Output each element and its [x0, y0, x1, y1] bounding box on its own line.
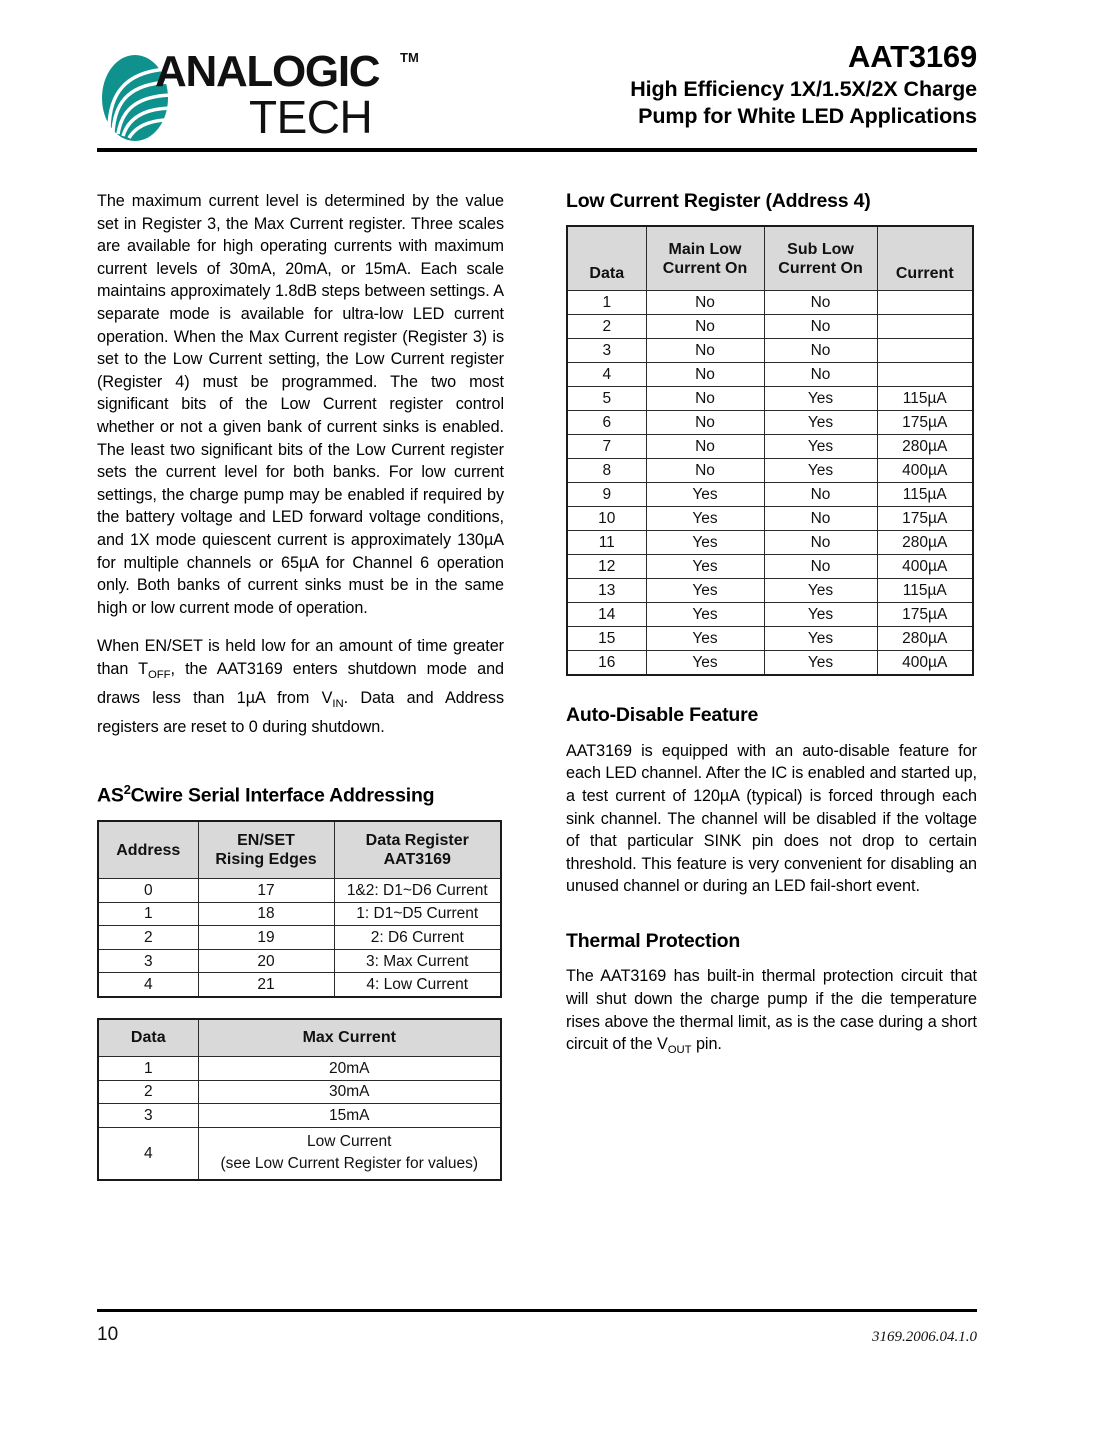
table-row — [567, 555, 973, 579]
cell-data-register: 2: D6 Current — [334, 926, 501, 950]
logo-word-tech: TECH — [249, 91, 373, 143]
cell-current: 115µA — [877, 483, 973, 507]
cell-main-low-current-on: Yes — [646, 507, 764, 531]
cell-address: 0 — [98, 879, 198, 903]
table-row — [567, 483, 973, 507]
cell-current: 400µA — [877, 555, 973, 579]
table-row — [98, 1056, 501, 1080]
cell-main-low-current-on: Yes — [646, 603, 764, 627]
paragraph-enset-shutdown — [97, 635, 504, 738]
table-row — [567, 435, 973, 459]
paragraph-enset-text2: , the AAT3169 enters shutdown mode and draws less than 1µA from V — [97, 659, 504, 707]
cell-main-low-current-on: No — [646, 411, 764, 435]
cell-sub-low-current-on: Yes — [764, 435, 877, 459]
cell-rising-edges: 17 — [198, 879, 334, 903]
cell-data: 3 — [567, 339, 646, 363]
cell-data: 13 — [567, 579, 646, 603]
cell-sub-low-current-on: No — [764, 291, 877, 315]
cell-data: 10 — [567, 507, 646, 531]
table-row — [567, 315, 973, 339]
table-row — [98, 949, 501, 973]
cell-sub-low-current-on: No — [764, 507, 877, 531]
table-row — [567, 579, 973, 603]
column-header-enset-line1: EN/SET — [237, 832, 295, 850]
cell-main-low-current-on: No — [646, 387, 764, 411]
table-row — [98, 973, 501, 997]
part-subtitle-line1: High Efficiency 1X/1.5X/2X Charge — [630, 77, 977, 102]
cell-main-low-current-on: No — [646, 459, 764, 483]
heading-auto-disable-feature: Auto-Disable Feature — [566, 704, 759, 727]
cell-data: 2 — [98, 1080, 198, 1104]
cell-rising-edges: 19 — [198, 926, 334, 950]
cell-current: 115µA — [877, 579, 973, 603]
cell-max-current: 15mA — [198, 1104, 501, 1128]
cell-main-low-current-on: Yes — [646, 483, 764, 507]
analogic-logo-wordmark — [155, 48, 430, 146]
table-row — [567, 387, 973, 411]
table-row — [567, 339, 973, 363]
cell-data: 1 — [98, 1056, 198, 1080]
paragraph-enset-text3: . Data and Address registers are reset to 0 during shutdown. — [97, 688, 504, 736]
column-header-main-line2: Current On — [662, 259, 748, 277]
cell-current — [877, 339, 973, 363]
cell-main-low-current-on: Yes — [646, 555, 764, 579]
table-max-current — [97, 1018, 502, 1181]
header-title-block — [417, 40, 977, 129]
column-header-datareg-line1: Data Register — [365, 832, 469, 850]
cell-data: 11 — [567, 531, 646, 555]
cell-rising-edges: 21 — [198, 973, 334, 997]
column-header-main-line1: Main Low — [668, 240, 742, 258]
heading-low-current-register: Low Current Register (Address 4) — [566, 190, 871, 212]
cell-current: 115µA — [877, 387, 973, 411]
heading-as2cwire-pre: AS — [97, 784, 124, 807]
cell-current: 175µA — [877, 411, 973, 435]
column-header-sub-line2: Current On — [778, 259, 863, 277]
cell-current: 280µA — [877, 627, 973, 651]
right-column — [566, 190, 977, 1062]
table-row — [98, 879, 501, 903]
table-row — [567, 627, 973, 651]
column-header-sub-line1: Sub Low — [787, 240, 854, 258]
paragraph-max-current-level: The maximum current level is determined by the value set in Register 3, the Max Current register. Three scales are available for high operating currents with maximum current levels of 30mA, 20mA, or 15mA. Each scale maintains approximately 1.8dB steps between settings. A separate mode is available for ultra-low LED current operation. When the Max Current register (Register 3) is set to the Low Current setting, the Low Current register (Register 4) must be programmed. The two most significant bits of the Low Current register control whether or not a given bank of current sinks is enabled. The least two significant bits of the Low Current register sets the current level for both banks. For low current settings, the charge pump may be enabled if required by the battery voltage and LED forward voltage conditions, and 1X mode quiescent current is approximately 130µA for multiple channels or 65µA for Channel 6 operation only. Both banks of current sinks must be in the same high or low current mode of operation. — [97, 192, 504, 617]
cell-address: 1 — [98, 902, 198, 926]
left-column — [97, 190, 504, 1181]
subscript-vout: OUT — [667, 1044, 692, 1057]
table-row — [567, 291, 973, 315]
cell-main-low-current-on: Yes — [646, 627, 764, 651]
cell-sub-low-current-on: Yes — [764, 387, 877, 411]
cell-data: 4 — [567, 363, 646, 387]
cell-data: 14 — [567, 603, 646, 627]
column-header-enset-line2: Rising Edges — [215, 851, 317, 869]
header-divider — [97, 148, 977, 152]
column-header-data-register — [334, 821, 501, 879]
cell-main-low-current-on: Yes — [646, 651, 764, 676]
cell-data: 3 — [98, 1104, 198, 1128]
table-row — [567, 531, 973, 555]
column-header-sub-low-current-on — [764, 226, 877, 291]
cell-data: 15 — [567, 627, 646, 651]
cell-sub-low-current-on: No — [764, 363, 877, 387]
column-header-current: Current — [877, 226, 973, 291]
company-logo — [97, 46, 427, 146]
cell-main-low-current-on: No — [646, 363, 764, 387]
column-header-main-low-current-on — [646, 226, 764, 291]
cell-main-low-current-on: Yes — [646, 531, 764, 555]
cell-current — [877, 291, 973, 315]
cell-sub-low-current-on: No — [764, 315, 877, 339]
cell-current: 280µA — [877, 435, 973, 459]
cell-sub-low-current-on: Yes — [764, 459, 877, 483]
cell-main-low-current-on: Yes — [646, 579, 764, 603]
cell-sub-low-current-on: Yes — [764, 651, 877, 676]
subscript-toff: OFF — [148, 669, 171, 682]
table-row — [98, 902, 501, 926]
cell-sub-low-current-on: Yes — [764, 579, 877, 603]
cell-sub-low-current-on: Yes — [764, 627, 877, 651]
paragraph-auto-disable: AAT3169 is equipped with an auto-disable feature for each LED channel. After the IC is enabled and started up, a test current of 120µA (typical) is forced through each sink channel. The channel will be disabled if the voltage of that particular SINK pin does not drop to certain threshold. This feature is very convenient for disabling an unused channel or during an LED fail-short event. — [566, 741, 977, 896]
cell-data: 4 — [98, 1127, 198, 1180]
heading-thermal-protection: Thermal Protection — [566, 929, 741, 952]
paragraph-thermal-text2: pin. — [691, 1035, 722, 1054]
table-row — [567, 411, 973, 435]
cell-data-register: 4: Low Current — [334, 973, 501, 997]
cell-address: 3 — [98, 949, 198, 973]
cell-current: 280µA — [877, 531, 973, 555]
cell-max-current: 20mA — [198, 1056, 501, 1080]
table-low-current-register — [566, 225, 974, 676]
table-row — [567, 603, 973, 627]
cell-sub-low-current-on: No — [764, 555, 877, 579]
page-header — [97, 40, 977, 148]
heading-as2cwire-addressing — [97, 782, 504, 808]
cell-current: 175µA — [877, 507, 973, 531]
cell-data-register: 1&2: D1~D6 Current — [334, 879, 501, 903]
table-row — [98, 926, 501, 950]
cell-data: 12 — [567, 555, 646, 579]
column-header-max-current: Max Current — [198, 1019, 501, 1057]
cell-main-low-current-on: No — [646, 315, 764, 339]
table-header-row — [98, 821, 501, 879]
cell-sub-low-current-on: No — [764, 483, 877, 507]
table-row — [567, 459, 973, 483]
cell-max-current-line1: Low Current — [307, 1133, 392, 1151]
part-number: AAT3169 — [848, 39, 977, 74]
page-number: 10 — [97, 1324, 119, 1345]
cell-data: 5 — [567, 387, 646, 411]
cell-data: 1 — [567, 291, 646, 315]
cell-data: 8 — [567, 459, 646, 483]
cell-data: 6 — [567, 411, 646, 435]
cell-sub-low-current-on: No — [764, 531, 877, 555]
trademark-symbol: TM — [400, 50, 419, 65]
part-subtitle-line2: Pump for White LED Applications — [638, 103, 977, 128]
table-as2cwire-addressing — [97, 820, 502, 998]
cell-max-current: 30mA — [198, 1080, 501, 1104]
cell-main-low-current-on: No — [646, 291, 764, 315]
cell-data-register: 1: D1~D5 Current — [334, 902, 501, 926]
cell-rising-edges: 18 — [198, 902, 334, 926]
column-header-data: Data — [98, 1019, 198, 1057]
cell-sub-low-current-on: Yes — [764, 603, 877, 627]
cell-current — [877, 363, 973, 387]
table-row — [567, 363, 973, 387]
footer-divider — [97, 1309, 977, 1312]
cell-data: 9 — [567, 483, 646, 507]
cell-main-low-current-on: No — [646, 339, 764, 363]
table-row — [98, 1127, 501, 1180]
cell-data-register: 3: Max Current — [334, 949, 501, 973]
heading-as2cwire-superscript: 2 — [123, 782, 131, 798]
table-row — [98, 1104, 501, 1128]
column-header-data: Data — [567, 226, 646, 291]
cell-data: 16 — [567, 651, 646, 676]
cell-data: 2 — [567, 315, 646, 339]
paragraph-enset-text1: When EN/SET is held low for an amount of time greater than T — [97, 637, 504, 678]
logo-word-analogic: ANALOGIC — [155, 47, 380, 96]
column-header-address: Address — [98, 821, 198, 879]
column-header-enset-rising-edges — [198, 821, 334, 879]
cell-sub-low-current-on: No — [764, 339, 877, 363]
cell-current — [877, 315, 973, 339]
cell-max-current — [198, 1127, 501, 1180]
table-row — [98, 1080, 501, 1104]
cell-current: 175µA — [877, 603, 973, 627]
cell-address: 4 — [98, 973, 198, 997]
cell-address: 2 — [98, 926, 198, 950]
cell-data: 7 — [567, 435, 646, 459]
cell-main-low-current-on: No — [646, 435, 764, 459]
document-code: 3169.2006.04.1.0 — [872, 1329, 977, 1345]
paragraph-thermal-text1: The AAT3169 has built-in thermal protection circuit that will shut down the charge pump if the die temperature rises above the thermal limit, as is the case during a short circuit of the V — [566, 967, 977, 1054]
paragraph-thermal-protection — [566, 965, 977, 1062]
cell-max-current-line2: (see Low Current Register for values) — [220, 1155, 479, 1173]
cell-rising-edges: 20 — [198, 949, 334, 973]
table-row — [567, 651, 973, 676]
heading-as2cwire-post: Cwire Serial Interface Addressing — [130, 784, 435, 807]
cell-sub-low-current-on: Yes — [764, 411, 877, 435]
cell-current: 400µA — [877, 651, 973, 676]
table-row — [567, 507, 973, 531]
cell-current: 400µA — [877, 459, 973, 483]
column-header-datareg-line2: AAT3169 — [383, 851, 451, 869]
subscript-vin: IN — [332, 697, 344, 710]
table-header-row — [567, 226, 973, 291]
table-header-row — [98, 1019, 501, 1057]
